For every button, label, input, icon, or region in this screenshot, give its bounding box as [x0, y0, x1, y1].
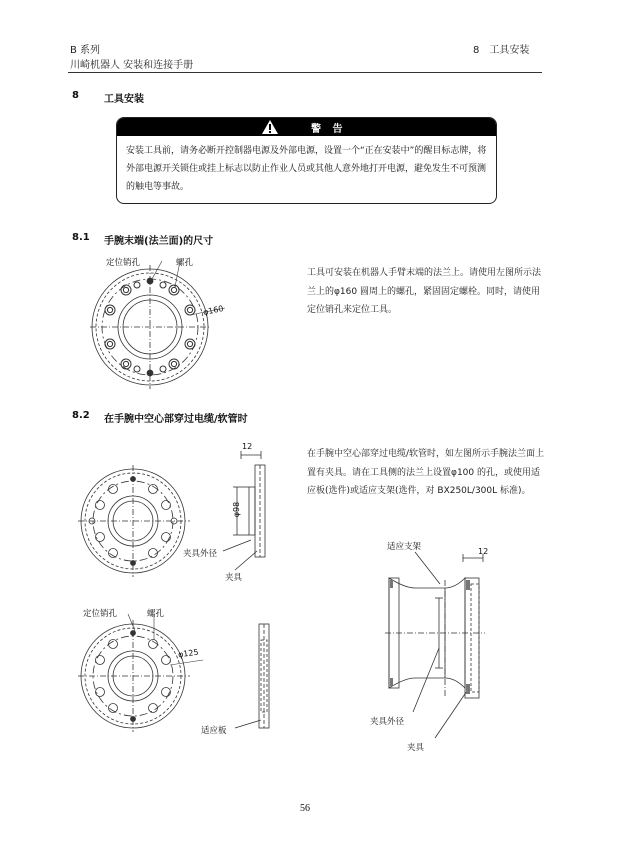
- label-clamp-bracket: 夹具: [407, 743, 425, 753]
- flange-diagram-81: [90, 265, 220, 390]
- flange-diagram-82-lower: [78, 620, 203, 735]
- section-82-text: 在手腕中空心部穿过电缆/软管时，如左图所示手腕法兰面上置有夹具。请在工具侧的法兰上设置φ100 的孔，或使用适应板(选件)或适应支架(选件，对 BX250L/300L 标准)。: [307, 449, 545, 496]
- section-81-number: 8.1: [72, 232, 90, 243]
- dim-12-bracket: 12: [478, 547, 489, 556]
- section-82-title: 在手腕中空心部穿过电缆/软管时: [104, 414, 248, 425]
- section-8-title: 工具安装: [104, 94, 144, 105]
- side-view-82-upper: [215, 445, 290, 565]
- section-82-number: 8.2: [72, 410, 90, 421]
- dim-phi98: φ98: [232, 501, 242, 518]
- header-series: B 系列: [70, 45, 101, 56]
- warning-title-bar: [117, 118, 496, 136]
- header-manual-title: 川崎机器人 安装和连接手册: [70, 60, 194, 71]
- label-screw-hole: 螺孔: [176, 258, 194, 268]
- label-clamp-outer-bracket: 夹具外径: [370, 717, 405, 727]
- section-81-title: 手腕末端(法兰面)的尺寸: [104, 236, 214, 247]
- dim-12-upper: 12: [242, 442, 253, 451]
- warning-text: 安装工具前，请务必断开控制器电源及外部电源，设置一个“正在安装中”的醒目标志牌，将外部电源开关锁住或挂上标志以防止作业人员或其他人意外地打开电源，避免发生不可预测的触电等事故。: [126, 146, 487, 192]
- header-chapter: 8 工具安装: [473, 45, 530, 56]
- warning-box: [116, 117, 497, 204]
- dim-phi160: φ160: [202, 303, 225, 318]
- flange-diagram-82-upper: [78, 465, 198, 580]
- dim-phi125: φ125: [177, 647, 200, 660]
- warning-title: 警 告: [311, 124, 347, 135]
- label-screw-hole-lower: 螺孔: [147, 609, 165, 619]
- label-adapter-plate: 适应板: [201, 726, 227, 736]
- page-number: 56: [300, 803, 310, 814]
- label-pin-hole-lower: 定位销孔: [83, 609, 118, 619]
- label-pin-hole: 定位销孔: [106, 258, 141, 268]
- warning-triangle-icon: [262, 120, 278, 134]
- label-clamp-upper: 夹具: [225, 573, 243, 583]
- adapter-bracket-diagram: [385, 548, 495, 720]
- label-adapter-bracket: 适应支架: [387, 542, 422, 552]
- side-view-82-lower: [235, 620, 285, 740]
- label-clamp-outer-upper: 夹具外径: [183, 549, 218, 559]
- header-divider: [68, 72, 542, 73]
- section-8-number: 8: [72, 90, 79, 101]
- section-81-text: 工具可安装在机器人手臂末端的法兰上。请使用左图所示法兰上的φ160 圆周上的螺孔，紧固固定螺栓。同时，请使用定位销孔来定位工具。: [307, 268, 542, 315]
